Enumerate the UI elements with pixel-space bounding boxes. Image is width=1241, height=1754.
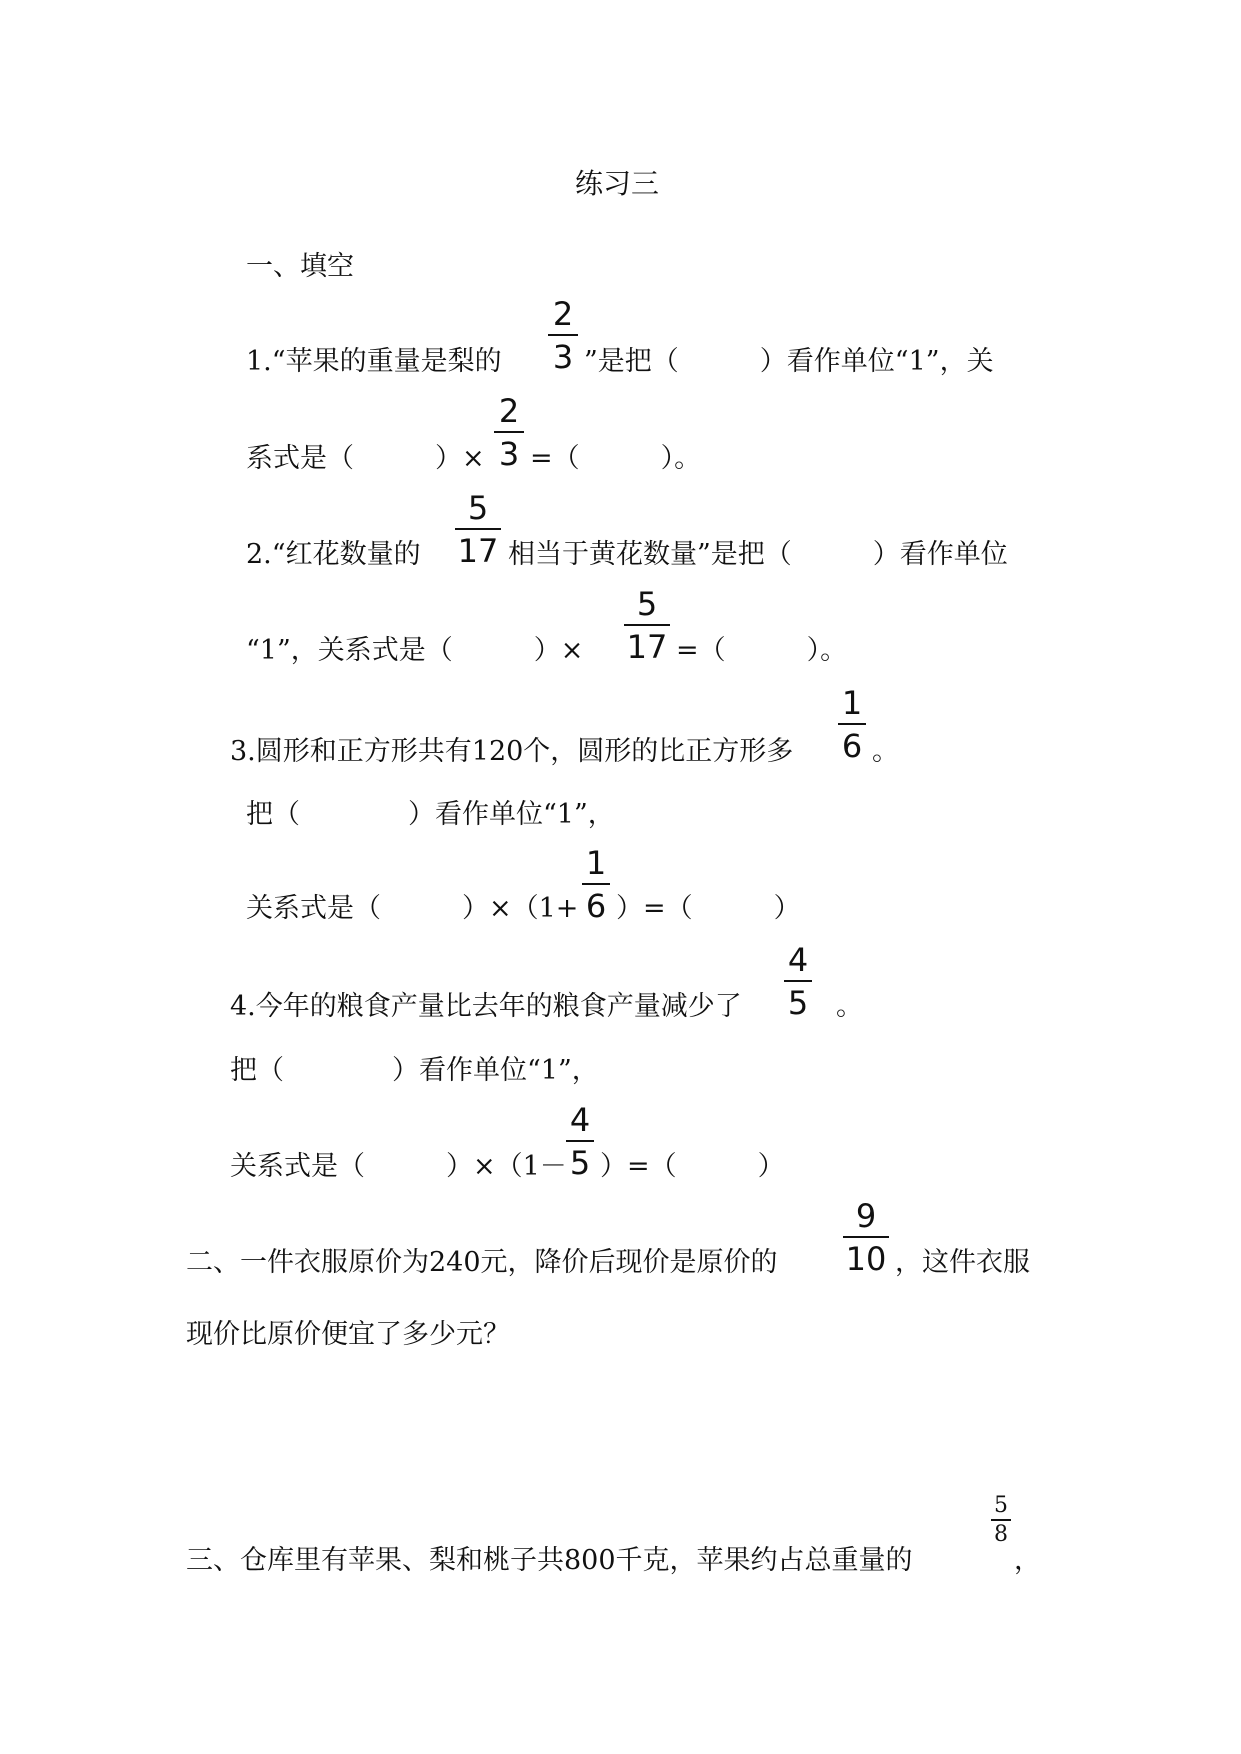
- page-title: 练习三: [575, 167, 660, 200]
- q3-fraction-1: [838, 685, 866, 764]
- section-1-heading: 一、填空: [246, 251, 354, 282]
- q4-fraction-2-denominator: 5: [569, 1144, 591, 1182]
- q2-fraction-1-bar: [455, 528, 501, 530]
- q4-fraction-1-denominator: 5: [787, 984, 809, 1022]
- q4-fraction-1: [784, 942, 812, 1021]
- q3-line1-start: 3.圆形和正方形共有120个，圆形的比正方形多: [230, 736, 794, 767]
- q3-line1-end: 。: [872, 736, 899, 767]
- q2-line2-start: “1”，关系式是（ ）×: [246, 635, 584, 666]
- q1-line1-start: 1.“苹果的重量是梨的: [246, 346, 502, 377]
- q1-fraction-2-bar: [494, 431, 524, 433]
- q3-line3-end: ）=（ ）: [616, 893, 801, 924]
- q3-line3-start: 关系式是（ ）×（1+: [246, 893, 579, 924]
- q4-fraction-1-bar: [784, 980, 812, 982]
- q2-fraction-1-denominator: 17: [457, 532, 499, 570]
- q1-fraction-2-denominator: 3: [498, 435, 520, 473]
- q4-line3-end: ）=（ ）: [600, 1151, 785, 1182]
- q4-fraction-2-numerator: 4: [569, 1101, 591, 1139]
- q2-fraction-2: [624, 586, 670, 665]
- section-2-fraction: [843, 1198, 889, 1277]
- q4-line2: 把（ ）看作单位“1”，: [230, 1055, 599, 1086]
- q1-fraction-1-denominator: 3: [552, 338, 574, 376]
- q1-line1-end: ”是把（ ）看作单位“1”，关: [584, 346, 994, 377]
- q2-line2-end: =（ ）。: [676, 635, 848, 666]
- q4-fraction-1-numerator: 4: [787, 941, 809, 979]
- q1-fraction-2: [494, 393, 524, 472]
- section-2-fraction-numerator: 9: [855, 1197, 877, 1235]
- q4-fraction-2: [566, 1102, 594, 1181]
- section-3-fraction-numerator: 5: [994, 1493, 1008, 1518]
- q3-fraction-1-bar: [838, 723, 866, 725]
- q3-fraction-1-denominator: 6: [841, 727, 863, 765]
- section-3-line1-end: ，: [1014, 1545, 1041, 1576]
- q1-fraction-2-numerator: 2: [498, 392, 520, 430]
- section-2-line2: 现价比原价便宜了多少元？: [186, 1319, 510, 1350]
- q1-fraction-1: [548, 296, 578, 375]
- section-2-line1-start: 二、一件衣服原价为240元，降价后现价是原价的: [186, 1247, 778, 1278]
- section-3-line1: 三、仓库里有苹果、梨和桃子共800千克，苹果约占总重量的: [186, 1545, 913, 1576]
- q3-fraction-2-numerator: 1: [585, 844, 607, 882]
- section-2-fraction-bar: [843, 1236, 889, 1238]
- q3-fraction-1-numerator: 1: [841, 684, 863, 722]
- section-3-fraction-bar: [991, 1519, 1011, 1521]
- q1-line2-end: =（ ）。: [530, 443, 702, 474]
- q2-fraction-2-denominator: 17: [626, 628, 668, 666]
- section-3-fraction: [991, 1494, 1011, 1547]
- q3-line2: 把（ ）看作单位“1”，: [246, 799, 615, 830]
- q2-fraction-2-numerator: 5: [636, 585, 658, 623]
- q2-fraction-1: [455, 490, 501, 569]
- section-3-fraction-denominator: 8: [994, 1521, 1008, 1547]
- q2-line1-start: 2.“红花数量的: [246, 539, 421, 570]
- q2-line1-end: 相当于黄花数量”是把（ ）看作单位: [508, 539, 1008, 570]
- q1-fraction-1-numerator: 2: [552, 295, 574, 333]
- q4-line1-start: 4.今年的粮食产量比去年的粮食产量减少了: [230, 991, 742, 1022]
- q3-fraction-2: [582, 845, 610, 924]
- q2-fraction-1-numerator: 5: [467, 489, 489, 527]
- q3-fraction-2-bar: [582, 883, 610, 885]
- q1-fraction-1-bar: [548, 334, 578, 336]
- section-2-line1-end: ，这件衣服: [895, 1247, 1030, 1278]
- q4-fraction-2-bar: [566, 1140, 594, 1142]
- section-2-fraction-denominator: 10: [845, 1240, 887, 1278]
- q2-fraction-2-bar: [624, 624, 670, 626]
- q4-line3-start: 关系式是（ ）×（1－: [230, 1151, 567, 1182]
- q3-fraction-2-denominator: 6: [585, 887, 607, 925]
- q4-line1-end: 。: [836, 991, 863, 1022]
- q1-line2-start: 系式是（ ）×: [246, 443, 485, 474]
